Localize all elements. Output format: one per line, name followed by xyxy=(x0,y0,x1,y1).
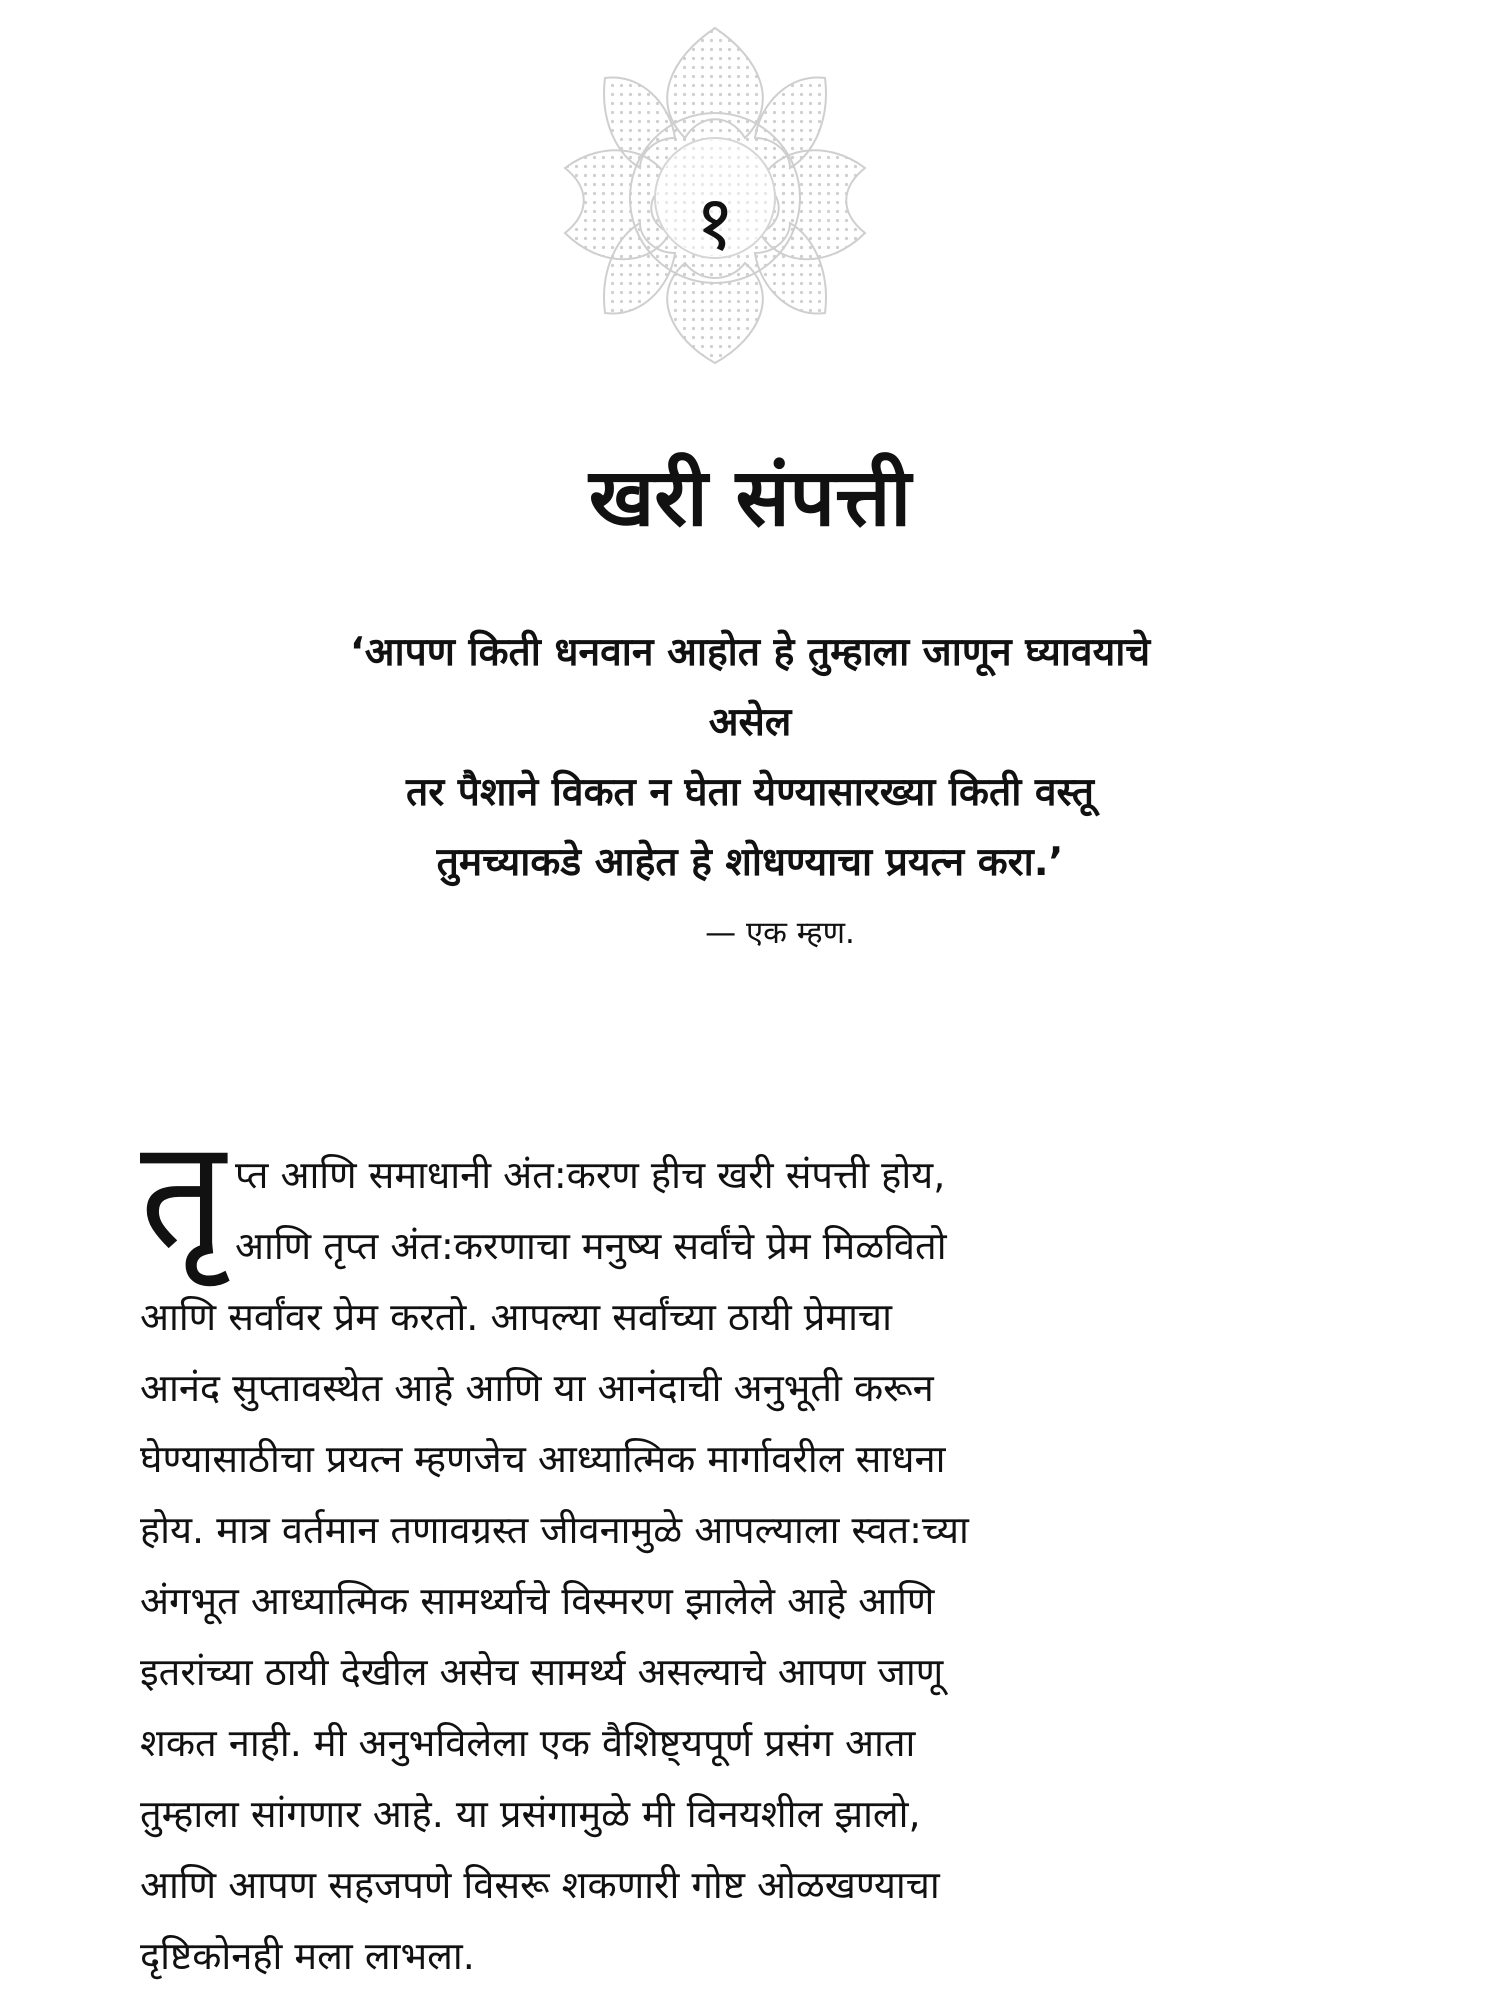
body-line xyxy=(140,1140,1365,1211)
attribution-text: — एक म्हण. xyxy=(705,915,855,951)
body-line xyxy=(140,1211,1365,1282)
body-line-text: प्त आणि समाधानी अंत:करण हीच खरी संपत्ती होय, xyxy=(235,1153,946,1197)
body-line-text: आणि तृप्त अंत:करणाचा मनुष्य सर्वांचे प्रेम मिळवितो xyxy=(235,1224,947,1268)
epigraph-quote xyxy=(150,618,1350,898)
body-line xyxy=(140,1495,1365,1566)
body-line-text: आणि सर्वांवर प्रेम करतो. आपल्या सर्वांच्या ठायी प्रेमाचा xyxy=(140,1295,892,1339)
body-line xyxy=(140,1921,1365,1992)
body-line xyxy=(140,1637,1365,1708)
chapter-number: १ xyxy=(695,178,735,267)
epigraph-line: ‘आपण किती धनवान आहोत हे तुम्हाला जाणून घ्यावयाचे xyxy=(349,630,1151,675)
epigraph-line: असेल xyxy=(708,700,792,745)
epigraph-line: तुमच्याकडे आहेत हे शोधण्याचा प्रयत्न करा.’ xyxy=(436,840,1064,885)
body-line-text: शकत नाही. मी अनुभविलेला एक वैशिष्ट्यपूर्ण प्रसंग आता xyxy=(140,1721,916,1765)
body-line xyxy=(140,1708,1365,1779)
body-line xyxy=(140,1566,1365,1637)
drop-cap: तृ xyxy=(140,1108,226,1282)
body-line-text: इतरांच्या ठायी देखील असेच सामर्थ्य असल्याचे आपण जाणू xyxy=(140,1650,944,1694)
body-line xyxy=(140,1779,1365,1850)
body-line-text: घेण्यासाठीचा प्रयत्न म्हणजेच आध्यात्मिक मार्गावरील साधना xyxy=(140,1437,946,1481)
body-paragraph xyxy=(140,1140,1365,1992)
epigraph-attribution xyxy=(0,908,1500,958)
body-line xyxy=(140,1353,1365,1424)
body-line-text: तुम्हाला सांगणार आहे. या प्रसंगामुळे मी विनयशील झालो, xyxy=(140,1792,921,1836)
body-line-text: आनंद सुप्तावस्थेत आहे आणि या आनंदाची अनुभूती करून xyxy=(140,1366,934,1410)
chapter-title: खरी संपत्ती xyxy=(588,451,912,544)
body-line-text: आणि आपण सहजपणे विसरू शकणारी गोष्ट ओळखण्याचा xyxy=(140,1863,940,1907)
body-line-text: दृष्टिकोनही मला लाभला. xyxy=(140,1934,475,1978)
body-line xyxy=(140,1850,1365,1921)
body-line xyxy=(140,1424,1365,1495)
epigraph-line: तर पैशाने विकत न घेता येण्यासारख्या किती वस्तू xyxy=(406,770,1094,815)
body-line xyxy=(140,1282,1365,1353)
body-line-text: होय. मात्र वर्तमान तणावग्रस्त जीवनामुळे आपल्याला स्वत:च्या xyxy=(140,1508,969,1552)
body-line-text: अंगभूत आध्यात्मिक सामर्थ्याचे विस्मरण झालेले आहे आणि xyxy=(140,1579,935,1623)
